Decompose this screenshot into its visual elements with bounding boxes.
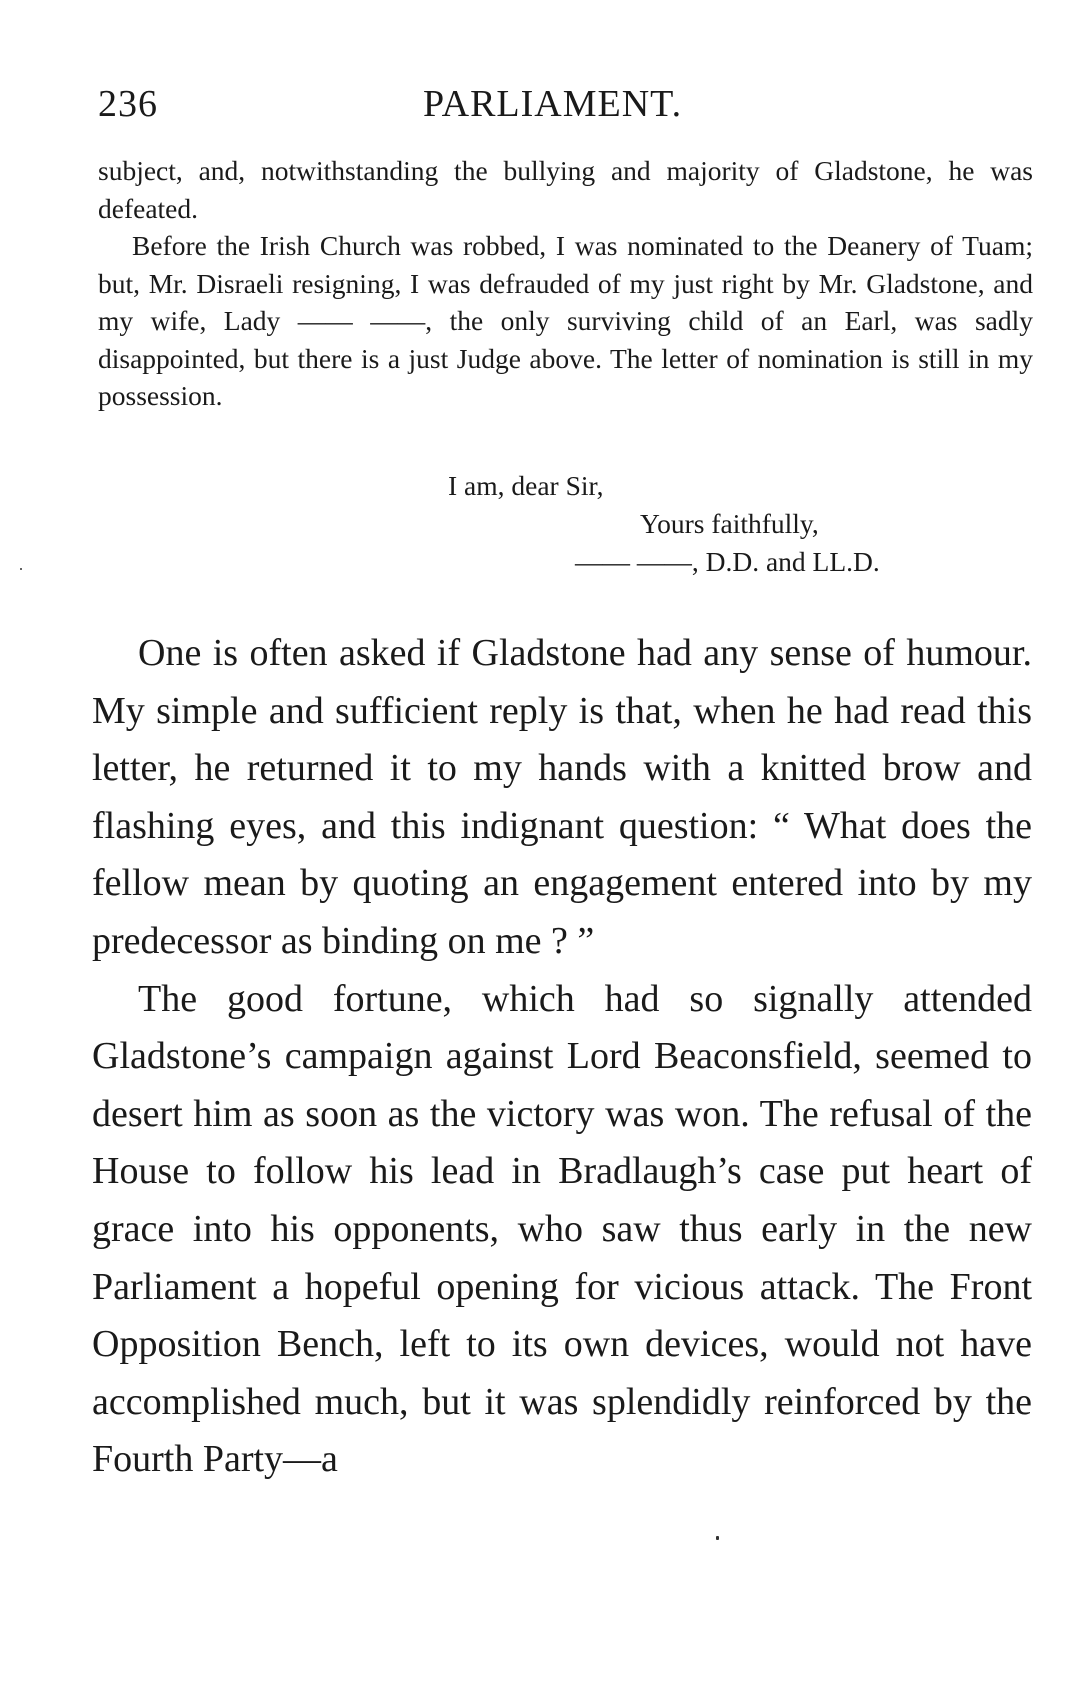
- page-number: 236: [98, 83, 158, 125]
- page-header: [98, 82, 1038, 142]
- letter-salutation: I am, dear Sir,: [448, 470, 604, 501]
- letter-signature: —— ——, D.D. and LL.D.: [575, 546, 880, 577]
- body-paragraph: The good fortune, which had so signally attended Gladstone’s campaign against Lord Beaconsfield, seemed to desert him as soon as the victory was won. The refusal of the House to follow his lead in Bradlaugh’s case put heart of grace into his opponents, who saw thus early in the new Parliament a hopeful opening for vicious attack. The Front Opposition Bench, left to its own devices, would not have accomplished much, but it was splendidly reinforced by the Fourth Party—a: [92, 977, 1032, 1481]
- quoted-letter: [98, 152, 1033, 415]
- letter-valediction: Yours faithfully,: [640, 508, 819, 539]
- main-text: [92, 625, 1032, 1489]
- body-paragraph: One is often asked if Gladstone had any sense of humour. My simple and sufficient reply is that, when he had read this letter, he returned it to my hands with a knitted brow and flashing eyes, and this indignant question: “ What does the fellow mean by quoting an engagement entered into by my predecessor as binding on me ? ”: [92, 632, 1032, 962]
- letter-paragraph: subject, and, notwithstanding the bullying and majority of Gladstone, he was defeated.: [98, 155, 1033, 224]
- letter-paragraph: Before the Irish Church was robbed, I was nominated to the Deanery of Tuam; but, Mr. Disraeli resigning, I was defrauded of my just right by Mr. Gladstone, and my wife, Lady —— ——, the only surviving child of an Earl, was sadly disappointed, but there is a just Judge above. The letter of nomination is still in my possession.: [98, 230, 1033, 411]
- running-title: PARLIAMENT.: [423, 83, 683, 125]
- print-speck: [20, 568, 22, 570]
- print-speck: [716, 1536, 719, 1540]
